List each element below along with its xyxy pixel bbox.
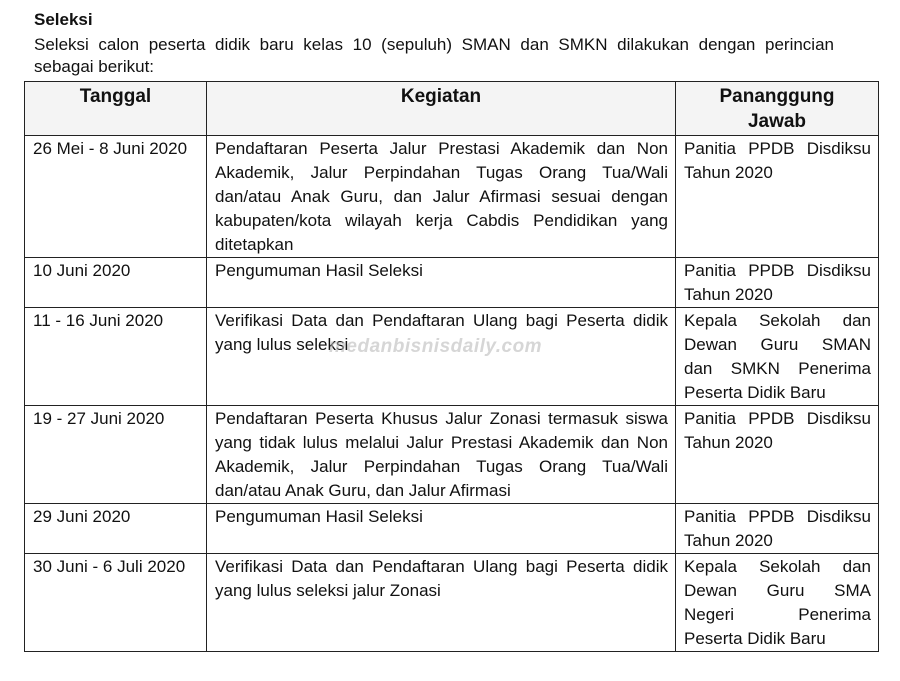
responsible-line: Tahun 2020 xyxy=(684,531,773,550)
activity-line: ditetapkan xyxy=(215,235,294,254)
cell-responsible xyxy=(676,406,879,504)
responsible-line: Kepala Sekolah dan xyxy=(684,557,871,576)
responsible-line: Peserta Didik Baru xyxy=(684,383,826,402)
activity-line: Pengumuman Hasil Seleksi xyxy=(215,261,423,280)
table-row xyxy=(25,258,879,308)
responsible-line: Negeri Penerima xyxy=(684,605,871,624)
responsible-line: Dewan Guru SMA xyxy=(684,581,871,600)
table-row xyxy=(25,504,879,554)
cell-activity xyxy=(207,554,676,652)
cell-date: 29 Juni 2020 xyxy=(25,504,207,554)
responsible-line: Tahun 2020 xyxy=(684,433,773,452)
header-date: Tanggal xyxy=(25,82,207,136)
cell-activity xyxy=(207,308,676,406)
activity-line: Verifikasi Data dan Pendaftaran Ulang bagi Peserta didik xyxy=(215,557,668,576)
activity-line: Verifikasi Data dan Pendaftaran Ulang bagi Peserta didik xyxy=(215,311,668,330)
cell-date: 26 Mei - 8 Juni 2020 xyxy=(25,136,207,258)
responsible-line: Panitia PPDB Disdiksu xyxy=(684,507,871,526)
responsible-line: Dewan Guru SMAN xyxy=(684,335,871,354)
cell-activity xyxy=(207,136,676,258)
header-activity: Kegiatan xyxy=(207,82,676,136)
responsible-line: dan SMKN Penerima xyxy=(684,359,871,378)
selection-schedule-table xyxy=(24,81,879,652)
intro-paragraph xyxy=(34,34,834,78)
table-row xyxy=(25,136,879,258)
activity-line: Pendaftaran Peserta Jalur Prestasi Akademik dan Non xyxy=(215,139,668,158)
activity-line: Pengumuman Hasil Seleksi xyxy=(215,507,423,526)
header-responsible xyxy=(676,82,879,136)
watermark-text: medanbisnisdaily.com xyxy=(329,336,543,357)
table-row xyxy=(25,308,879,406)
activity-line: Akademik, Jalur Perpindahan Tugas Orang Tua/Wali xyxy=(215,163,668,182)
cell-date: 11 - 16 Juni 2020 xyxy=(25,308,207,406)
table-row xyxy=(25,554,879,652)
table-header-row xyxy=(25,82,879,136)
activity-line: yang lulus seleksi jalur Zonasi xyxy=(215,581,441,600)
activity-line: Akademik, Jalur Perpindahan Tugas Orang Tua/Wali xyxy=(215,457,668,476)
cell-responsible xyxy=(676,258,879,308)
cell-date: 19 - 27 Juni 2020 xyxy=(25,406,207,504)
cell-activity xyxy=(207,504,676,554)
activity-line: kabupaten/kota wilayah kerja Cabdis Pendidikan yang xyxy=(215,211,668,230)
table-row xyxy=(25,406,879,504)
table-body xyxy=(25,136,879,652)
responsible-line: Panitia PPDB Disdiksu xyxy=(684,409,871,428)
cell-date: 10 Juni 2020 xyxy=(25,258,207,308)
intro-line: sebagai berikut: xyxy=(34,57,155,76)
section-title: Seleksi xyxy=(34,10,93,29)
cell-activity xyxy=(207,258,676,308)
activity-line: dan/atau Anak Guru, dan Jalur Afirmasi xyxy=(215,481,511,500)
activity-line: Pendaftaran Peserta Khusus Jalur Zonasi termasuk siswa xyxy=(215,409,668,428)
header-responsible-line: Pananggung xyxy=(719,86,835,107)
responsible-line: Kepala Sekolah dan xyxy=(684,311,871,330)
responsible-line: Tahun 2020 xyxy=(684,285,773,304)
cell-responsible xyxy=(676,136,879,258)
responsible-line: Peserta Didik Baru xyxy=(684,629,826,648)
cell-responsible xyxy=(676,554,879,652)
responsible-line: Panitia PPDB Disdiksu xyxy=(684,139,871,158)
responsible-line: Tahun 2020 xyxy=(684,163,773,182)
intro-line: Seleksi calon peserta didik baru kelas 10 (sepuluh) SMAN dan SMKN dilakukan dengan perincian xyxy=(34,35,834,54)
cell-activity xyxy=(207,406,676,504)
cell-date: 30 Juni - 6 Juli 2020 xyxy=(25,554,207,652)
header-responsible-line: Jawab xyxy=(747,111,807,132)
responsible-line: Panitia PPDB Disdiksu xyxy=(684,261,871,280)
activity-line: dan/atau Anak Guru, dan Jalur Afirmasi sesuai dengan xyxy=(215,187,668,206)
cell-responsible xyxy=(676,504,879,554)
activity-line: yang tidak lulus melalui Jalur Prestasi Akademik dan Non xyxy=(215,433,668,452)
activity-line: yang lulus seleksi xyxy=(215,335,349,354)
cell-responsible xyxy=(676,308,879,406)
